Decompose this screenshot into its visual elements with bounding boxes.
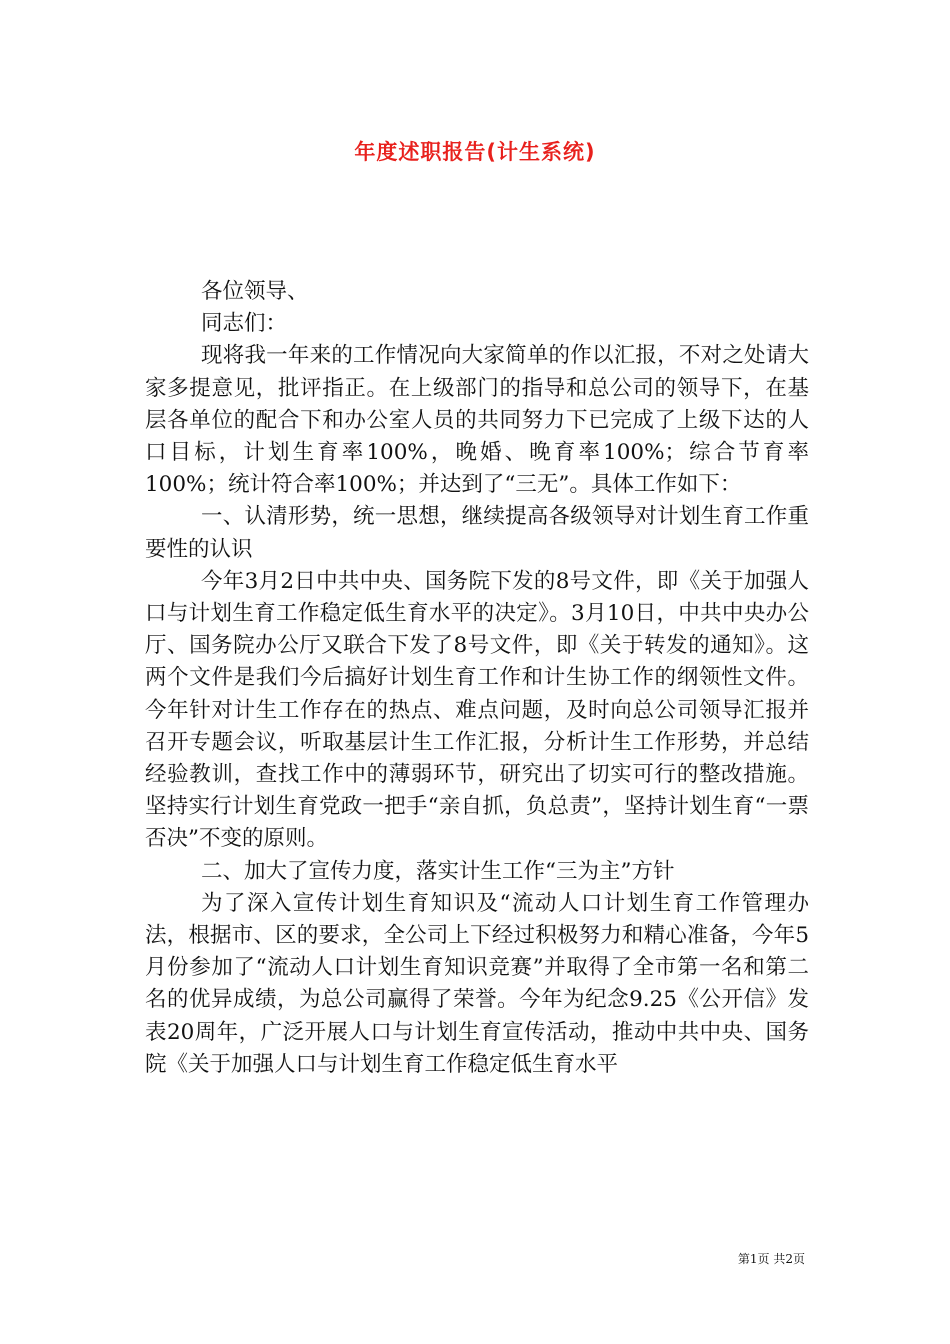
paragraph-section-2: 为了深入宣传计划生育知识及“流动人口计划生育工作管理办法，根据市、区的要求，全公司上下经过积极努力和精心准备，今年5月份参加了“流动人口计划生育知识竞赛”并取得了全市第一名和第二名的优异成绩，为总公司赢得了荣誉。今年为纪念9.25《公开信》发表20周年，广泛开展人口与计划生育宣传活动，推动中共中央、国务院《关于加强人口与计划生育工作稳定低生育水平	[145, 890, 809, 1077]
paragraph-section-1: 今年3月2日中共中央、国务院下发的8号文件，即《关于加强人口与计划生育工作稳定低生育水平的决定》。3月10日，中共中央办公厅、国务院办公厅又联合下发了8号文件，即《关于转发的通知》。这两个文件是我们今后搞好计划生育工作和计生协工作的纲领性文件。今年针对计生工作存在的热点、难点问题，及时向总公司领导汇报并召开专题会议，听取基层计生工作汇报，分析计生工作形势，并总结经验教训，查找工作中的薄弱环节，研究出了切实可行的整改措施。坚持实行计划生育党政一把手“亲自抓，负总责”，坚持计划生育“一票否决”不变的原则。	[145, 568, 809, 852]
page-number: 第1页 共2页	[737, 1252, 805, 1266]
section-heading-1: 一、认清形势，统一思想，继续提高各级领导对计划生育工作重要性的认识	[145, 504, 809, 562]
salutation-line-1: 各位领导、	[201, 279, 309, 304]
paragraph-intro: 现将我一年来的工作情况向大家简单的作以汇报，不对之处请大家多提意见，批评指正。在上级部门的指导和总公司的领导下，在基层各单位的配合下和办公室人员的共同努力下已完成了上级下达的人口目标，计划生育率100%，晚婚、晚育率100%；综合节育率100%；统计符合率100%；并达到了“三无”。具体工作如下：	[145, 343, 809, 498]
document-body	[145, 276, 809, 1081]
section-heading-2: 二、加大了宣传力度，落实计生工作“三为主”方针	[201, 858, 675, 884]
salutation-line-2: 同志们：	[201, 311, 288, 337]
document-title: 年度述职报告(计生系统)	[354, 140, 596, 164]
